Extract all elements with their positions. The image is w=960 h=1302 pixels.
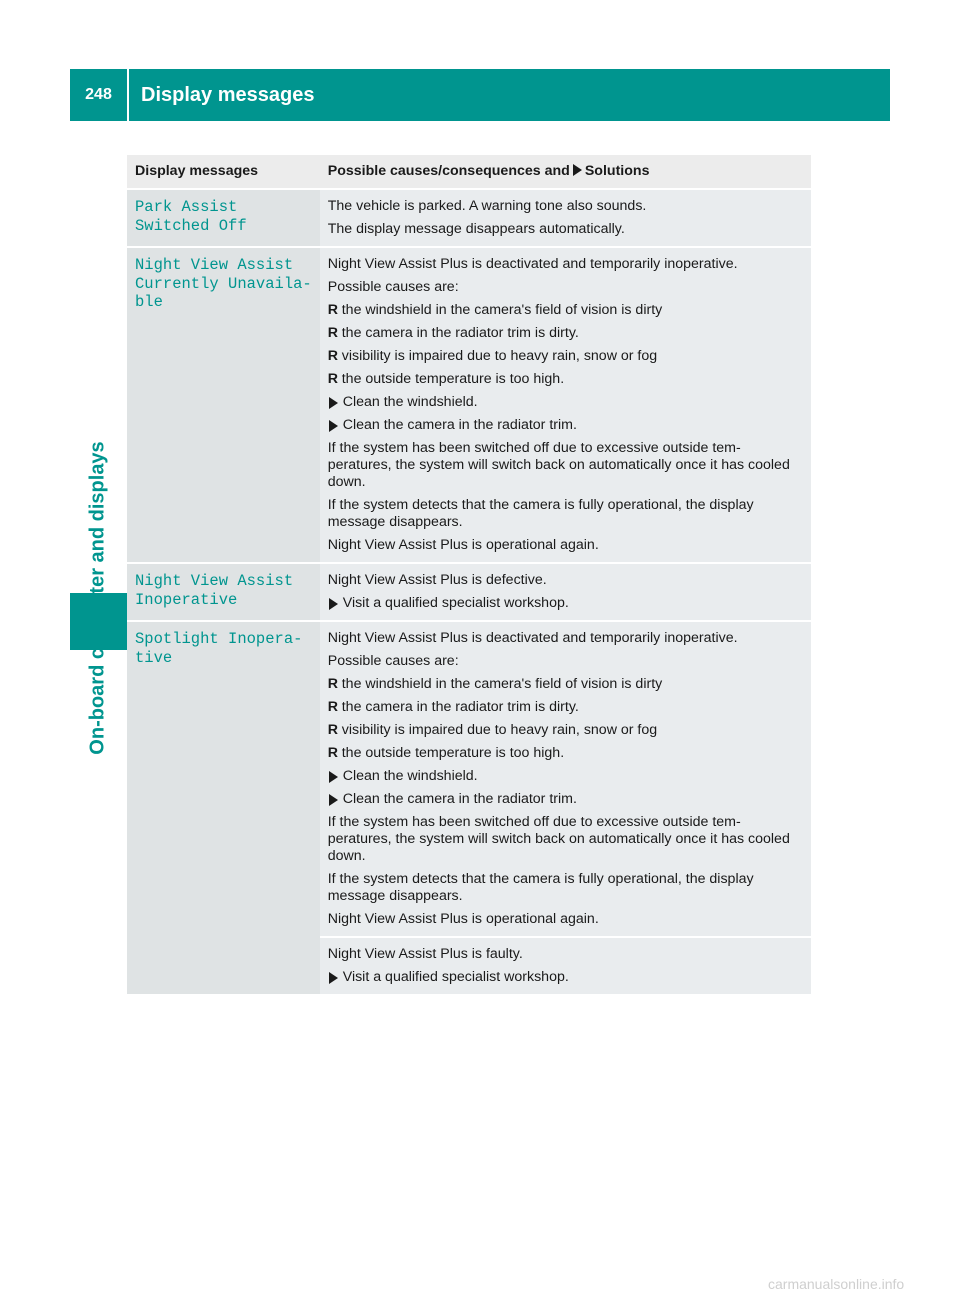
cause-text: the windshield in the camera's field of vision is dirty [341, 676, 663, 692]
action-step [328, 595, 803, 612]
description-cell [320, 621, 811, 937]
display-message-text: Spotlight Inopera‐ tive [135, 630, 303, 667]
action-text: Clean the windshield. [342, 768, 478, 784]
action-step [328, 394, 803, 411]
table-row [127, 563, 811, 621]
header-divider [127, 69, 129, 121]
action-step [328, 417, 803, 434]
description-paragraph: If the system has been switched off due to excessive outside tem‐ peratures, the system will switch back on automatically once it has cooled down. [327, 814, 790, 864]
page-title: Display messages [141, 83, 315, 106]
action-arrow-icon [329, 771, 338, 783]
bullet-r-icon: R [327, 699, 338, 715]
action-arrow-icon [329, 397, 338, 409]
action-text: Visit a qualified specialist workshop. [342, 595, 569, 611]
column-header-causes [320, 155, 811, 189]
description-paragraph: Night View Assist Plus is deactivated and temporarily inoperative. [327, 256, 738, 272]
cause-text: visibility is impaired due to heavy rain, snow or fog [341, 348, 658, 364]
cause-bullet [328, 699, 803, 716]
action-arrow-icon [329, 972, 338, 984]
table-header-row [127, 155, 811, 189]
display-message-text: Night View Assist Currently Unavaila‐ ble [135, 256, 312, 311]
message-cell [127, 247, 320, 563]
cause-text: the camera in the radiator trim is dirty. [341, 699, 579, 715]
table-row [127, 189, 811, 247]
description-paragraph: Night View Assist Plus is operational again. [327, 911, 599, 927]
bullet-r-icon: R [327, 676, 338, 692]
description-cell [320, 189, 811, 247]
footer-watermark: carmanualsonline.info [768, 1276, 905, 1292]
action-text: Clean the camera in the radiator trim. [342, 417, 577, 433]
cause-bullet [328, 745, 803, 762]
message-cell [127, 563, 320, 621]
description-paragraph: Possible causes are: [327, 653, 459, 669]
cause-bullet [328, 348, 803, 365]
bullet-r-icon: R [327, 302, 338, 318]
cause-bullet [328, 325, 803, 342]
cause-text: the outside temperature is too high. [341, 371, 565, 387]
cause-bullet [328, 722, 803, 739]
action-text: Clean the camera in the radiator trim. [342, 791, 577, 807]
description-paragraph: Night View Assist Plus is operational again. [327, 537, 599, 553]
description-cell [320, 563, 811, 621]
description-paragraph: If the system detects that the camera is fully operational, the display message disappears. [327, 497, 754, 530]
description-paragraph: Night View Assist Plus is defective. [327, 572, 547, 588]
cause-text: visibility is impaired due to heavy rain, snow or fog [341, 722, 658, 738]
action-step [328, 768, 803, 785]
action-text: Visit a qualified specialist workshop. [342, 969, 569, 985]
description-paragraph: The display message disappears automatically. [327, 221, 625, 237]
description-paragraph: If the system has been switched off due to excessive outside tem‐ peratures, the system will switch back on automatically once it has cooled down. [327, 440, 790, 490]
display-messages-table [127, 155, 811, 996]
description-cell [320, 247, 811, 563]
column-header-solutions-text: Solutions [584, 163, 650, 179]
action-step [328, 969, 803, 986]
cause-text: the outside temperature is too high. [341, 745, 565, 761]
action-arrow-icon [329, 598, 338, 610]
table-row [127, 621, 811, 937]
cause-bullet [328, 371, 803, 388]
description-paragraph: The vehicle is parked. A warning tone also sounds. [327, 198, 647, 214]
column-header-display-messages: Display messages [127, 155, 320, 189]
chapter-marker [70, 593, 127, 650]
bullet-r-icon: R [327, 745, 338, 761]
action-step [328, 791, 803, 808]
table-row [127, 247, 811, 563]
description-paragraph: If the system detects that the camera is fully operational, the display message disappears. [327, 871, 754, 904]
action-arrow-icon [329, 420, 338, 432]
column-header-causes-text: Possible causes/consequences and [327, 163, 570, 179]
display-message-text: Night View Assist Inoperative [135, 572, 294, 609]
bullet-r-icon: R [327, 371, 338, 387]
description-paragraph: Night View Assist Plus is deactivated and temporarily inoperative. [327, 630, 738, 646]
action-text: Clean the windshield. [342, 394, 478, 410]
action-arrow-icon [573, 164, 582, 176]
cause-bullet [328, 676, 803, 693]
description-paragraph: Night View Assist Plus is faulty. [327, 946, 523, 962]
bullet-r-icon: R [327, 722, 338, 738]
bullet-r-icon: R [327, 325, 338, 341]
action-arrow-icon [329, 794, 338, 806]
message-cell [127, 189, 320, 247]
message-cell [127, 621, 320, 995]
cause-text: the windshield in the camera's field of vision is dirty [341, 302, 663, 318]
description-paragraph: Possible causes are: [327, 279, 459, 295]
bullet-r-icon: R [327, 348, 338, 364]
description-cell [320, 937, 811, 995]
cause-text: the camera in the radiator trim is dirty. [341, 325, 579, 341]
cause-bullet [328, 302, 803, 319]
display-message-text: Park Assist Switched Off [135, 198, 247, 235]
page-number: 248 [85, 86, 112, 103]
